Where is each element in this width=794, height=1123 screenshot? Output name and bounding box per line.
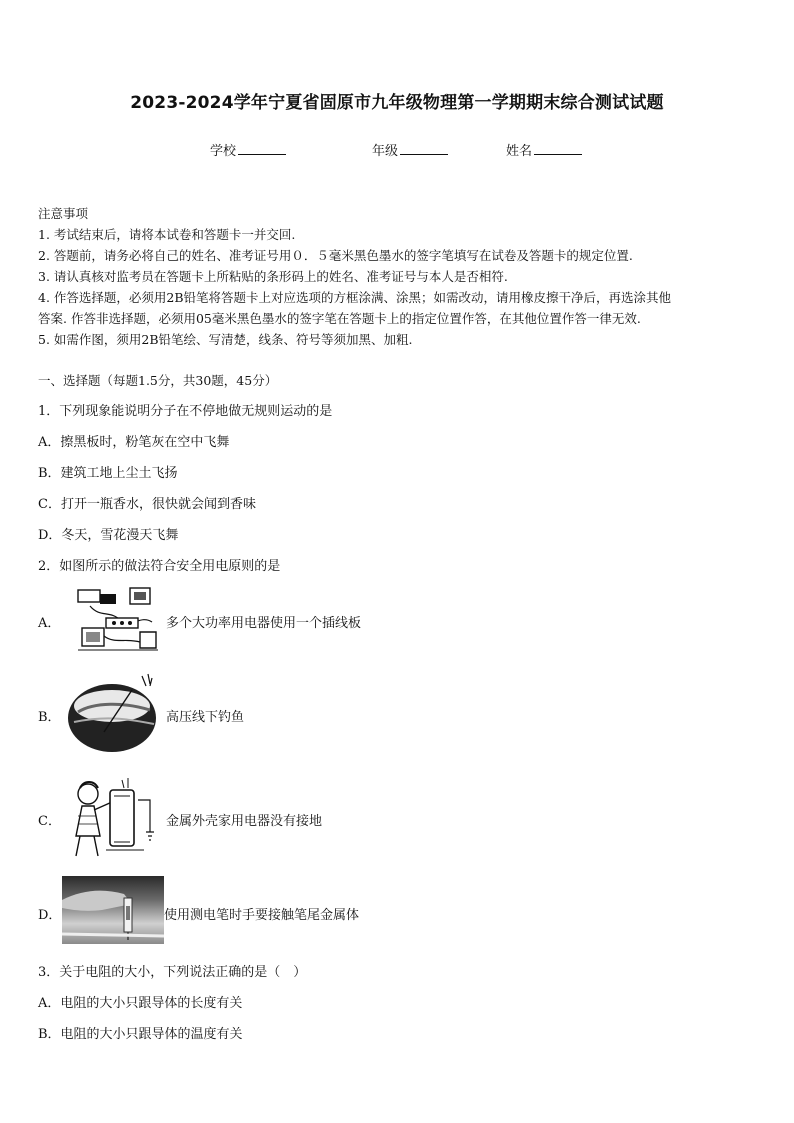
question-2-option-a-text: 多个大功率用电器使用一个插线板 (166, 616, 362, 631)
question-1-option-a: A．擦黑板时，粉笔灰在空中飞舞 (38, 435, 230, 450)
school-label: 学校 (210, 144, 237, 159)
question-2-option-a-letter: A． (38, 616, 61, 631)
question-3-option-b: B．电阻的大小只跟导体的温度有关 (38, 1027, 243, 1042)
exam-title: 2023-2024学年宁夏省固原市九年级物理第一学期期末综合测试试题 (130, 93, 664, 113)
test-pen-photo (62, 876, 164, 944)
question-1-option-d: D．冬天，雪花漫天飞舞 (38, 528, 179, 543)
notice-heading: 注意事项 (38, 206, 89, 221)
question-3-option-a: A．电阻的大小只跟导体的长度有关 (38, 996, 243, 1011)
section-heading: 一、选择题（每题1.5分，共30题，45分） (38, 373, 278, 388)
question-1-option-c: C．打开一瓶香水，很快就会闻到香味 (38, 497, 256, 512)
grade-field (372, 140, 448, 159)
question-2-option-c-text: 金属外壳家用电器没有接地 (166, 814, 323, 829)
school-blank (238, 142, 286, 155)
power-strip-illustration (70, 584, 162, 656)
school-field (210, 140, 286, 159)
grade-blank (400, 142, 448, 155)
question-2-stem: 2．如图所示的做法符合安全用电原则的是 (38, 559, 281, 574)
question-2-option-b-text: 高压线下钓鱼 (166, 710, 245, 725)
notice-item: 3. 请认真核对监考员在答题卡上所粘贴的条形码上的姓名、准考证号与本人是否相符. (38, 269, 508, 284)
question-1-option-b: B．建筑工地上尘土飞扬 (38, 466, 178, 481)
question-3-stem: 3．关于电阻的大小，下列说法正确的是（ ） (38, 965, 307, 980)
question-2-option-d-text: 使用测电笔时手要接触笔尾金属体 (164, 908, 360, 923)
question-2-option-b-letter: B． (38, 710, 61, 725)
question-1-stem: 1．下列现象能说明分子在不停地做无规则运动的是 (38, 404, 333, 419)
name-label: 姓名 (506, 144, 533, 159)
student-info-row (0, 140, 794, 160)
question-2-option-c-letter: C． (38, 814, 61, 829)
fishing-under-power-line-illustration (64, 672, 160, 756)
ungrounded-appliance-illustration (66, 776, 162, 860)
name-blank (534, 142, 582, 155)
notice-item: 5. 如需作图，须用2B铅笔绘、写清楚，线条、符号等须加黑、加粗. (38, 332, 413, 347)
notice-item: 1. 考试结束后，请将本试卷和答题卡一并交回. (38, 227, 296, 242)
grade-label: 年级 (372, 144, 399, 159)
notice-item: 2. 答题前，请务必将自己的姓名、准考证号用０．５毫米黑色墨水的签字笔填写在试卷及答题卡的规定位置. (38, 248, 633, 263)
notice-item: 4. 作答选择题，必须用2B铅笔将答题卡上对应选项的方框涂满、涂黑；如需改动，请用橡皮擦干净后，再选涂其他 (38, 290, 672, 305)
question-2-option-d-letter: D． (38, 908, 62, 923)
notice-item: 答案. 作答非选择题，必须用05毫米黑色墨水的签字笔在答题卡上的指定位置作答，在其他位置作答一律无效. (38, 311, 641, 326)
name-field (506, 140, 582, 159)
